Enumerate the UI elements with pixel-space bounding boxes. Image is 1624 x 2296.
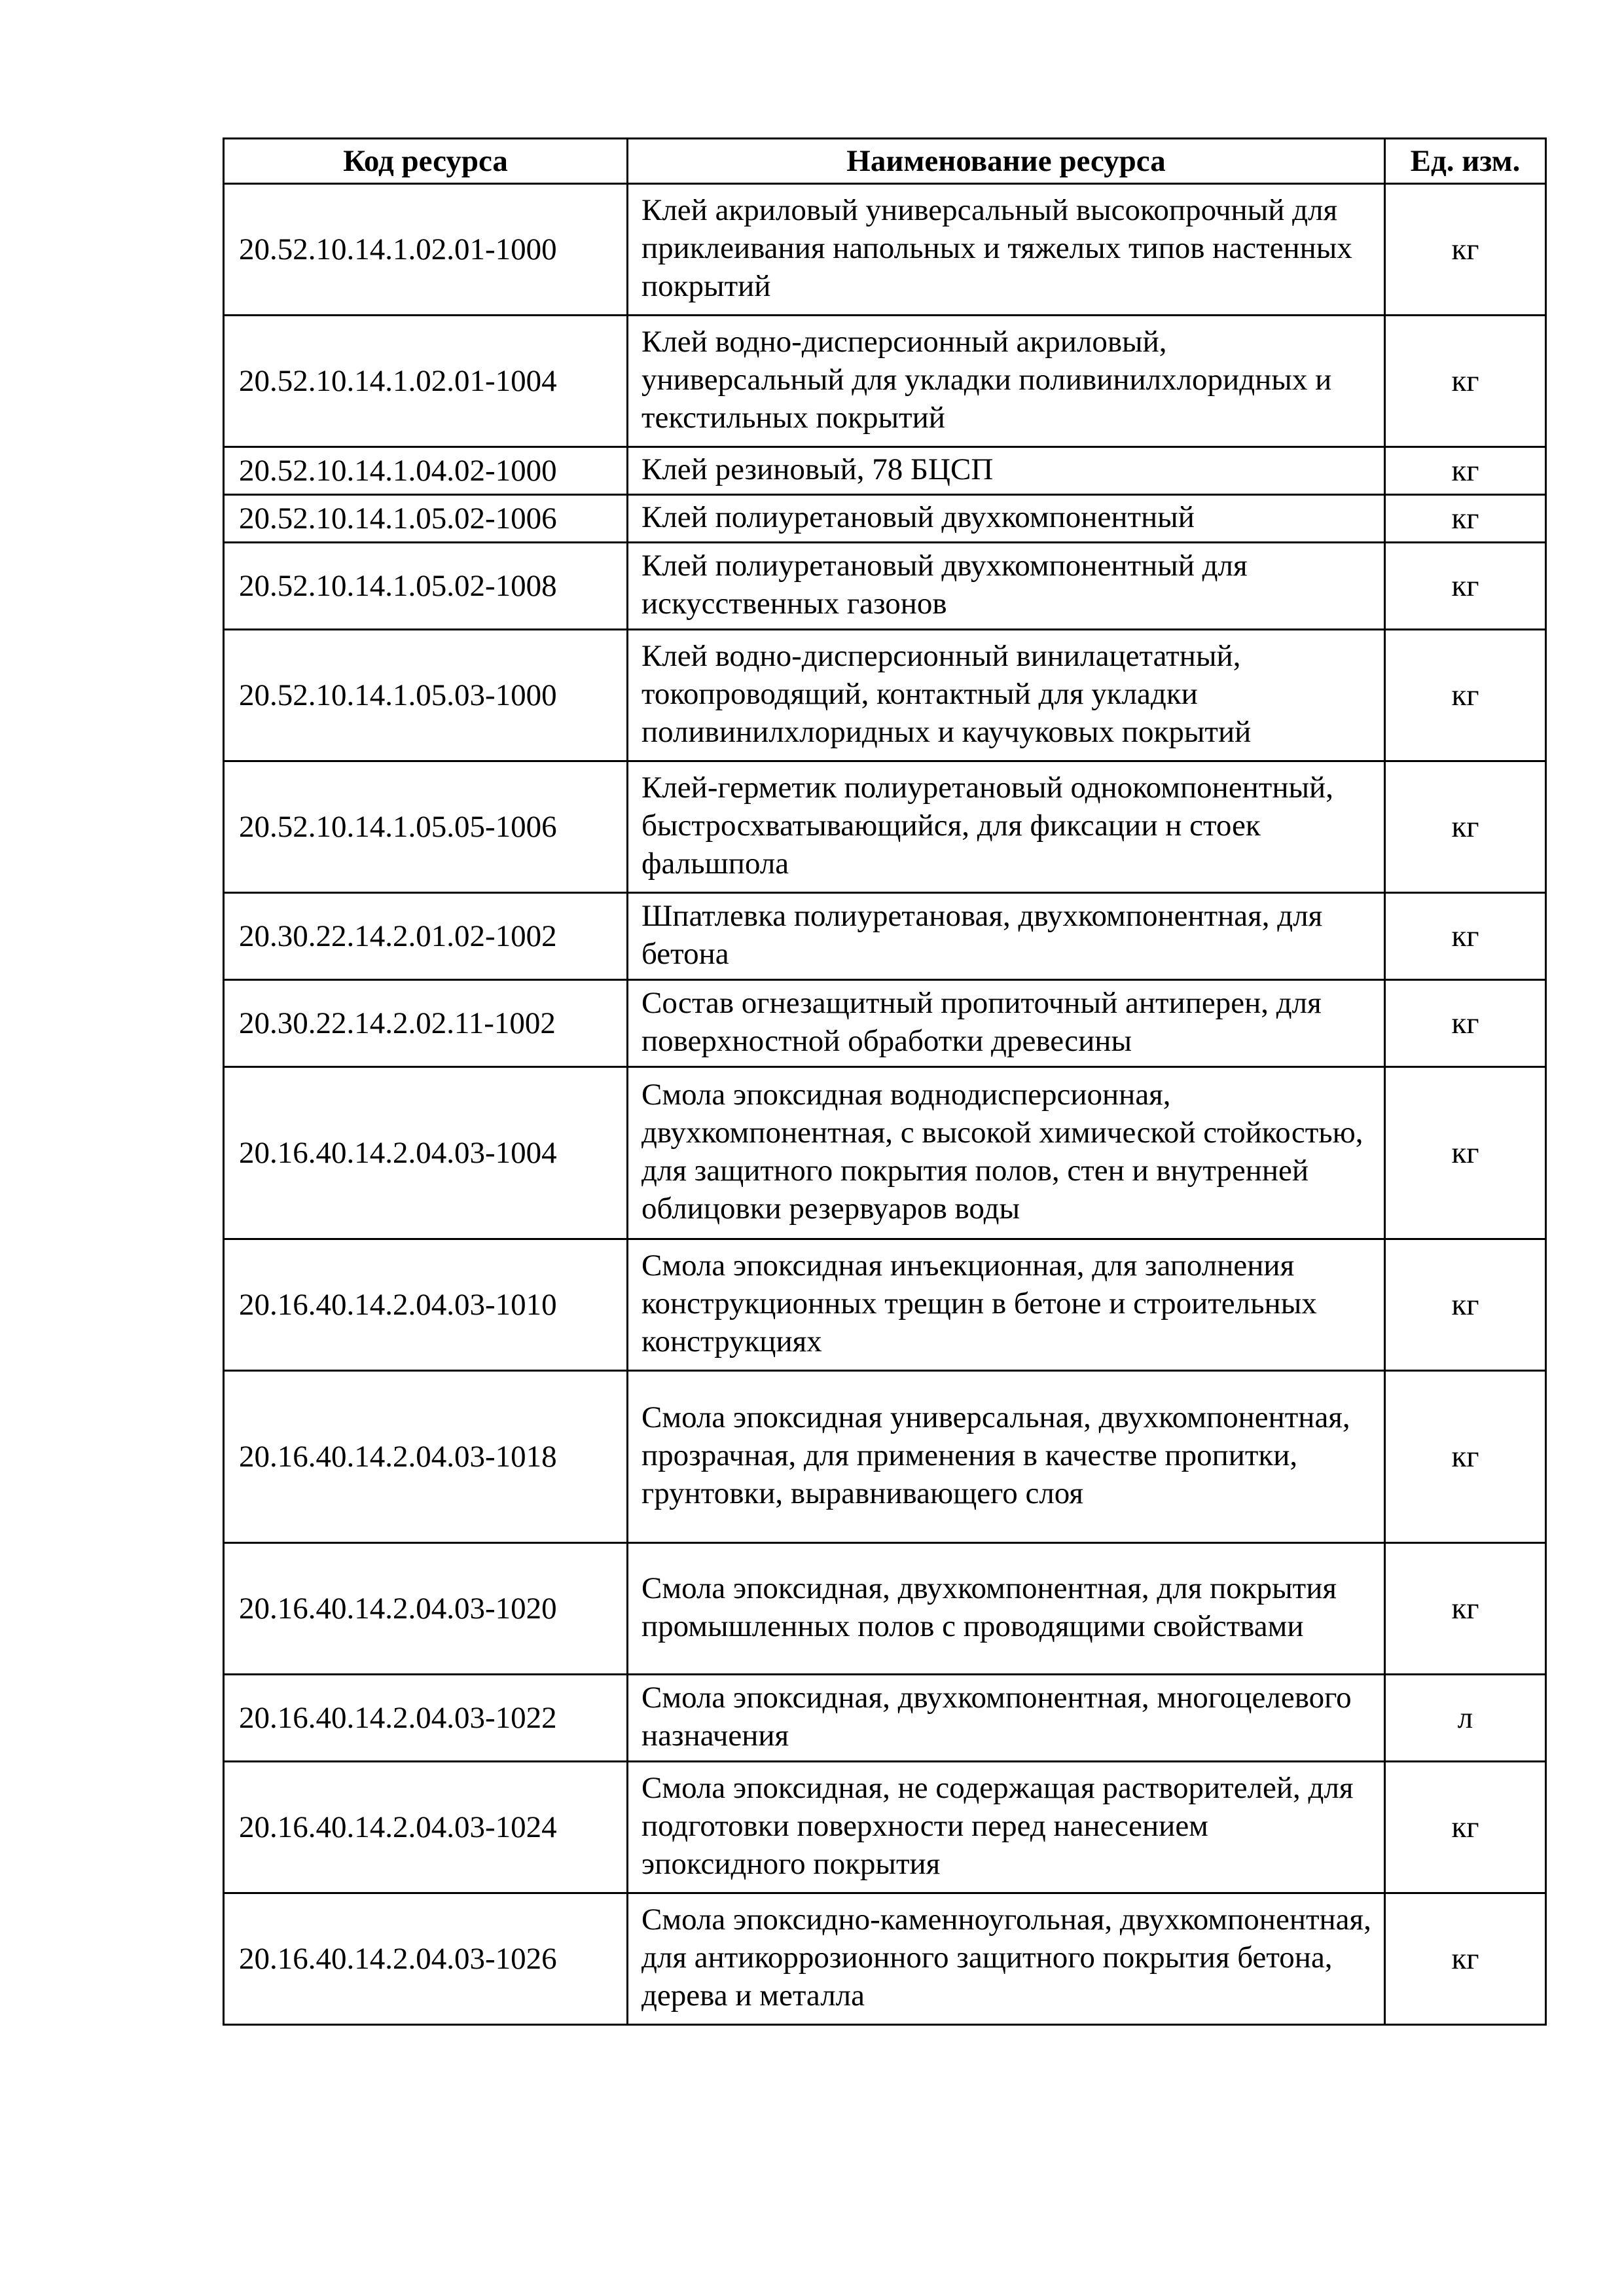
resource-unit: кг bbox=[1385, 316, 1546, 447]
resource-name: Смола эпоксидная инъекционная, для заполнения конструкционных трещин в бетоне и строительных конструкциях bbox=[628, 1239, 1385, 1371]
resource-name: Клей водно-дисперсионный винилацетатный, токопроводящий, контактный для укладки поливинилхлоридных и каучуковых покрытий bbox=[628, 630, 1385, 761]
table-row bbox=[224, 1543, 1546, 1675]
table-row bbox=[224, 630, 1546, 761]
resource-unit: кг bbox=[1385, 1762, 1546, 1893]
table-row bbox=[224, 1371, 1546, 1543]
header-code: Код ресурса bbox=[224, 139, 628, 184]
table-row bbox=[224, 1239, 1546, 1371]
resource-name: Клей-герметик полиуретановый однокомпонентный, быстросхватывающийся, для фиксации н стоек фальшпола bbox=[628, 761, 1385, 893]
table-row bbox=[224, 316, 1546, 447]
resource-unit: кг bbox=[1385, 761, 1546, 893]
resource-unit: кг bbox=[1385, 184, 1546, 316]
resource-name: Смола эпоксидная, двухкомпонентная, для покрытия промышленных полов с проводящими свойствами bbox=[628, 1543, 1385, 1675]
resource-code: 20.16.40.14.2.04.03-1024 bbox=[224, 1762, 628, 1893]
table-row bbox=[224, 1675, 1546, 1762]
resource-unit: кг bbox=[1385, 1371, 1546, 1543]
resource-code: 20.52.10.14.1.05.02-1006 bbox=[224, 495, 628, 543]
resource-table bbox=[223, 137, 1547, 2026]
resource-name: Смола эпоксидная воднодисперсионная, двухкомпонентная, с высокой химической стойкостью, для защитного покрытия полов, стен и внутренней облицовки резервуаров воды bbox=[628, 1067, 1385, 1239]
resource-unit: кг bbox=[1385, 1543, 1546, 1675]
resource-name: Смола эпоксидная универсальная, двухкомпонентная, прозрачная, для применения в качестве пропитки, грунтовки, выравнивающего слоя bbox=[628, 1371, 1385, 1543]
resource-table-container bbox=[223, 137, 1545, 2026]
resource-unit: кг bbox=[1385, 1893, 1546, 2025]
table-row bbox=[224, 980, 1546, 1067]
resource-code: 20.52.10.14.1.05.05-1006 bbox=[224, 761, 628, 893]
resource-name: Клей водно-дисперсионный акриловый, универсальный для укладки поливинилхлоридных и текстильных покрытий bbox=[628, 316, 1385, 447]
table-row bbox=[224, 1762, 1546, 1893]
resource-name: Смола эпоксидно-каменноугольная, двухкомпонентная, для антикоррозионного защитного покрытия бетона, дерева и металла bbox=[628, 1893, 1385, 2025]
resource-code: 20.30.22.14.2.02.11-1002 bbox=[224, 980, 628, 1067]
table-row bbox=[224, 447, 1546, 495]
table-row bbox=[224, 495, 1546, 543]
resource-code: 20.16.40.14.2.04.03-1010 bbox=[224, 1239, 628, 1371]
resource-code: 20.52.10.14.1.05.02-1008 bbox=[224, 543, 628, 630]
resource-unit: кг bbox=[1385, 980, 1546, 1067]
table-header-row bbox=[224, 139, 1546, 184]
resource-code: 20.16.40.14.2.04.03-1018 bbox=[224, 1371, 628, 1543]
header-name: Наименование ресурса bbox=[628, 139, 1385, 184]
resource-name: Клей акриловый универсальный высокопрочный для приклеивания напольных и тяжелых типов настенных покрытий bbox=[628, 184, 1385, 316]
table-row bbox=[224, 1893, 1546, 2025]
resource-unit: кг bbox=[1385, 543, 1546, 630]
resource-code: 20.16.40.14.2.04.03-1026 bbox=[224, 1893, 628, 2025]
resource-unit: л bbox=[1385, 1675, 1546, 1762]
resource-name: Шпатлевка полиуретановая, двухкомпонентная, для бетона bbox=[628, 893, 1385, 980]
table-row bbox=[224, 761, 1546, 893]
resource-name: Клей полиуретановый двухкомпонентный bbox=[628, 495, 1385, 543]
resource-unit: кг bbox=[1385, 1067, 1546, 1239]
resource-name: Клей полиуретановый двухкомпонентный для искусственных газонов bbox=[628, 543, 1385, 630]
table-row bbox=[224, 893, 1546, 980]
resource-code: 20.16.40.14.2.04.03-1022 bbox=[224, 1675, 628, 1762]
resource-code: 20.16.40.14.2.04.03-1020 bbox=[224, 1543, 628, 1675]
header-unit: Ед. изм. bbox=[1385, 139, 1546, 184]
resource-name: Смола эпоксидная, двухкомпонентная, многоцелевого назначения bbox=[628, 1675, 1385, 1762]
resource-code: 20.30.22.14.2.01.02-1002 bbox=[224, 893, 628, 980]
resource-unit: кг bbox=[1385, 893, 1546, 980]
table-row bbox=[224, 184, 1546, 316]
resource-code: 20.16.40.14.2.04.03-1004 bbox=[224, 1067, 628, 1239]
resource-unit: кг bbox=[1385, 630, 1546, 761]
resource-unit: кг bbox=[1385, 1239, 1546, 1371]
resource-name: Состав огнезащитный пропиточный антиперен, для поверхностной обработки древесины bbox=[628, 980, 1385, 1067]
resource-unit: кг bbox=[1385, 495, 1546, 543]
resource-name: Клей резиновый, 78 БЦСП bbox=[628, 447, 1385, 495]
table-row bbox=[224, 543, 1546, 630]
resource-code: 20.52.10.14.1.02.01-1004 bbox=[224, 316, 628, 447]
resource-unit: кг bbox=[1385, 447, 1546, 495]
resource-code: 20.52.10.14.1.04.02-1000 bbox=[224, 447, 628, 495]
table-row bbox=[224, 1067, 1546, 1239]
resource-name: Смола эпоксидная, не содержащая растворителей, для подготовки поверхности перед нанесением эпоксидного покрытия bbox=[628, 1762, 1385, 1893]
resource-code: 20.52.10.14.1.05.03-1000 bbox=[224, 630, 628, 761]
resource-code: 20.52.10.14.1.02.01-1000 bbox=[224, 184, 628, 316]
